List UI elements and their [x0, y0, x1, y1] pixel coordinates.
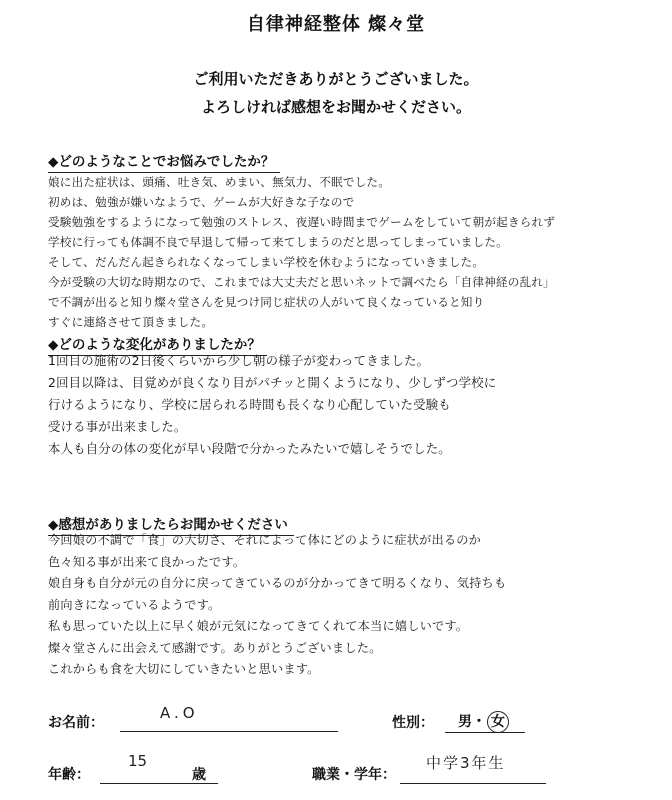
answer-concerns	[48, 172, 653, 332]
answer-line: 今回娘の不調で「食」の大切さ、それによって体にどのように症状が出るのか	[48, 533, 482, 547]
answer-line: 1回目の施術の2日後くらいから少し朝の様子が変わってきました。	[48, 353, 430, 368]
gender-female-option-circled: 女	[487, 711, 509, 733]
greeting-line-2: よろしければ感想をお聞かせください。	[200, 98, 471, 116]
answer-line: で不調が出ると知り燦々堂さんを見つけ同じ症状の人がいて良くなっていると知り	[48, 295, 485, 309]
answer-line: 前向きになっているようです。	[48, 597, 221, 612]
occupation-value: 中学3年生	[426, 754, 506, 772]
answer-line: そして、だんだん起きられなくなってしまい学校を休むようになっていきました。	[48, 255, 485, 269]
answer-line: 私も思っていた以上に早く娘が元気になってきてくれて本当に嬉しいです。	[48, 619, 469, 633]
section-heading-concerns: ◆どのようなことでお悩みでしたか？	[48, 150, 274, 170]
greeting-line-1: ご利用いただきありがとうございました。	[193, 70, 479, 88]
age-underline	[100, 783, 218, 784]
answer-line: すぐに連絡させて頂きました。	[48, 315, 214, 329]
answer-line: 2回目以降は、目覚めが良くなり目がパチッと開くようになり、少しずつ学校に	[48, 375, 497, 390]
name-underline	[120, 731, 338, 732]
name-value: A.O	[160, 704, 199, 722]
occupation-label: 職業・学年：	[312, 767, 396, 783]
age-value: 15	[128, 752, 148, 770]
gender-underline	[445, 732, 525, 733]
section-heading-changes: ◆どのような変化がありましたか？	[48, 333, 261, 353]
answer-line: 受験勉強をするようになって勉強のストレス、夜遅い時間までゲームをしていて朝が起きられず	[48, 215, 556, 229]
section-heading-impressions: ◆感想がありましたらお聞かせください	[48, 513, 288, 533]
answer-line: 色々知る事が出来て良かったです。	[48, 554, 246, 569]
answer-line: 娘自身も自分が元の自分に戻ってきているのが分かってきて明るくなり、気持ちも	[48, 576, 507, 590]
answer-line: 燦々堂さんに出会えて感謝です。ありがとうございました。	[48, 640, 382, 655]
gender-options	[458, 711, 509, 733]
answer-line: 娘に出た症状は、頭痛、吐き気、めまい、無気力、不眠でした。	[48, 175, 391, 189]
clinic-title: 自律神経整体 燦々堂	[246, 14, 426, 35]
gender-label: 性別：	[392, 715, 434, 731]
answer-line: 今が受験の大切な時期なので、これまでは大丈夫だと思いネットで調べたら「自律神経の乱れ」	[48, 275, 555, 289]
answer-line: 本人も自分の体の変化が早い段階で分かったみたいで嬉しそうでした。	[48, 441, 451, 456]
answer-line: 学校に行っても体調不良で早退して帰って来てしまうのだと思ってしまっていました。	[48, 235, 508, 249]
answer-line: 行けるようになり、学校に居られる時間も長くなり心配していた受験も	[48, 397, 451, 412]
occupation-underline	[400, 783, 546, 784]
answer-line: これからも食を大切にしていきたいと思います。	[48, 662, 320, 676]
age-unit: 歳	[192, 767, 206, 783]
answer-impressions	[48, 530, 653, 681]
gender-separator: ・	[472, 714, 486, 730]
answer-changes	[48, 350, 653, 460]
answer-line: 初めは、勉強が嫌いなようで、ゲームが大好きな子なので	[48, 195, 355, 209]
name-label: お名前：	[48, 715, 104, 731]
gender-male-option: 男	[458, 714, 472, 730]
age-label: 年齢：	[48, 767, 90, 783]
answer-line: 受ける事が出来ました。	[48, 419, 187, 434]
